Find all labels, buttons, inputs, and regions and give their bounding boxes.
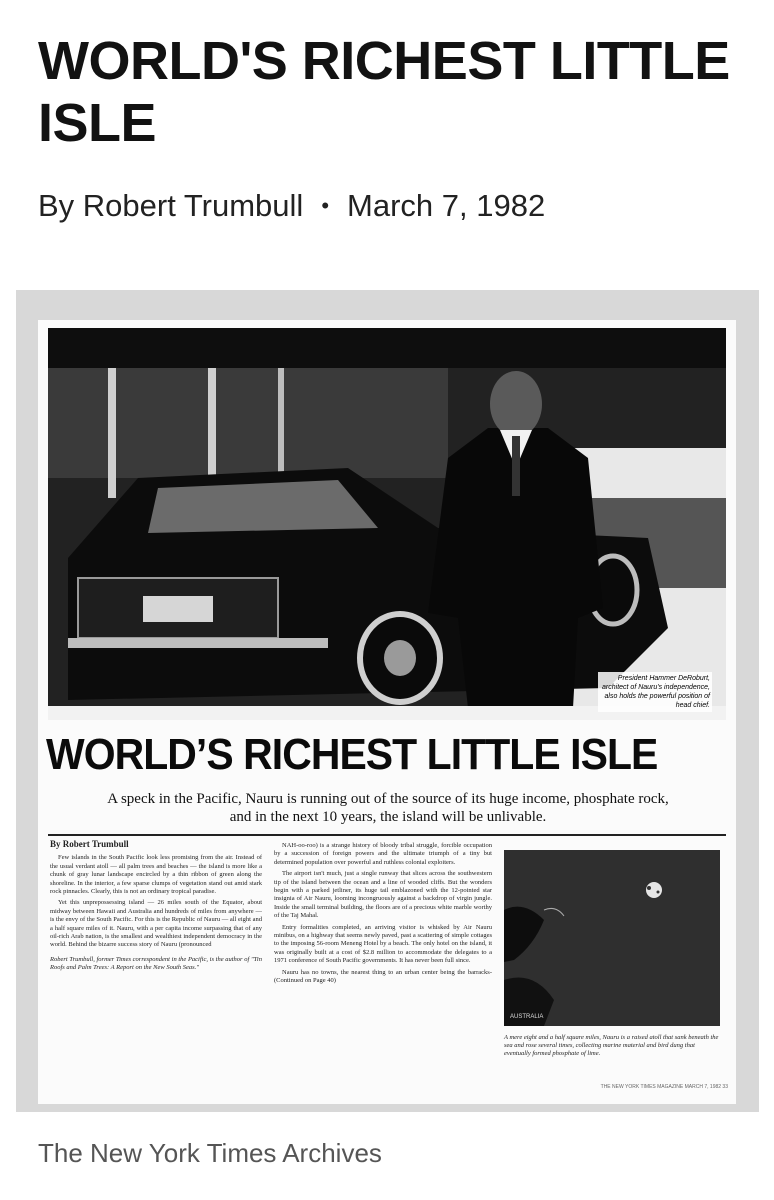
scanned-magazine-page: [38, 320, 736, 1104]
map-label: AUSTRALIA: [510, 1014, 544, 1020]
scan-map: [504, 850, 720, 1026]
map-caption: A mere eight and a half square miles, Nauru is a raised atoll that sank beneath the sea and rose several times, collecting marine material and bird dung that eventually formed phosphate of lime.: [504, 1034, 719, 1057]
source-credit[interactable]: The New York Times Archives: [38, 1138, 382, 1168]
archive-scan-image[interactable]: [16, 290, 759, 1112]
author-note: Robert Trumbull, former Times correspondent in the Pacific, is the author of "Tin Roofs and Palm Trees: A Report on the New South Seas.": [50, 955, 262, 972]
scan-headline: WORLD’S RICHEST LITTLE ISLE: [46, 730, 658, 779]
byline: [38, 188, 545, 224]
text-column-1: [50, 840, 262, 1068]
scan-footer: THE NEW YORK TIMES MAGAZINE MARCH 7, 1982 33: [600, 1084, 728, 1090]
paragraph: NAH-oo-roo) is a strange history of bloody tribal struggle, forcible occupation by a succession of foreign powers and the ultimate triumph of a tiny but determined population over powerful and ruthless colonial exploiters.: [274, 842, 492, 866]
scan-byline: By Robert Trumbull: [50, 840, 129, 849]
publish-date: March 7, 1982: [347, 188, 546, 223]
paragraph: Nauru has no towns, the nearest thing to an urban center being the barracks- (Continued on Page 40): [274, 968, 492, 985]
paragraph: The airport isn't much, just a single runway that slices across the southwestern tip of the island between the ocean and a line of wooded cliffs. But the wonders begin with a parked jetliner, its huge tail emblazoned with the 12-pointed star insignia of Air Nauru, looming incongruously against a backdrop of virgin jungle. Inside the small terminal building, the floors are of a precious white marble worthy of the Taj Mahal.: [274, 870, 492, 920]
map-illustration: [504, 850, 720, 1026]
scan-deck: A speck in the Pacific, Nauru is running out of the source of its huge income, phosphate rock, and in the next 10 years, the island will be unlivable.: [107, 791, 669, 825]
photo-illustration: [48, 328, 726, 720]
byline-separator: •: [321, 193, 330, 218]
paragraph: Few islands in the South Pacific look less promising from the air. Instead of the usual verdant atoll — all palm trees and beaches — the island is more like a chunk of gray lunar landscape encircled by a thin ribbon of green along the shoreline. In the interior, a few sparse clumps of vegetation stand out amid stark rock pinnacles. Clearly, this is not an ordinary tropical paradise.: [50, 854, 262, 896]
paragraph: Yet this unprepossessing island — 26 miles south of the Equator, about midway between Hawaii and Australia and hundreds of miles from anywhere — is the envy of the South Pacific. For this is the Republic of Nauru — all eight and a half square miles of it. Nauru, with a per capita income surpassing that of any oil-rich Arab nation, is the smallest and wealthiest independent democracy in the world. Behind the bizarre success story of Nauru (pronounced: [50, 899, 262, 949]
divider: [48, 834, 726, 836]
paragraph: Entry formalities completed, an arriving visitor is whisked by Air Nauru minibus, on a highway that seems newly paved, past a scattering of simple cottages to the imposing 56-room Meneng Hotel by a beach. The only hotel on the island, it was originally built at a cost of $2.8 million to accommodate the delegates to a 1971 conference of South Pacific governments. It has never been full since.: [274, 923, 492, 965]
article-title: WORLD'S RICHEST LITTLE ISLE: [38, 31, 730, 153]
text-column-2: [274, 842, 492, 1070]
scan-photo: [48, 328, 726, 720]
author-name[interactable]: By Robert Trumbull: [38, 188, 304, 223]
photo-caption: President Hammer DeRoburt, architect of Nauru's independence, also holds the powerful position of head chief.: [598, 672, 712, 712]
